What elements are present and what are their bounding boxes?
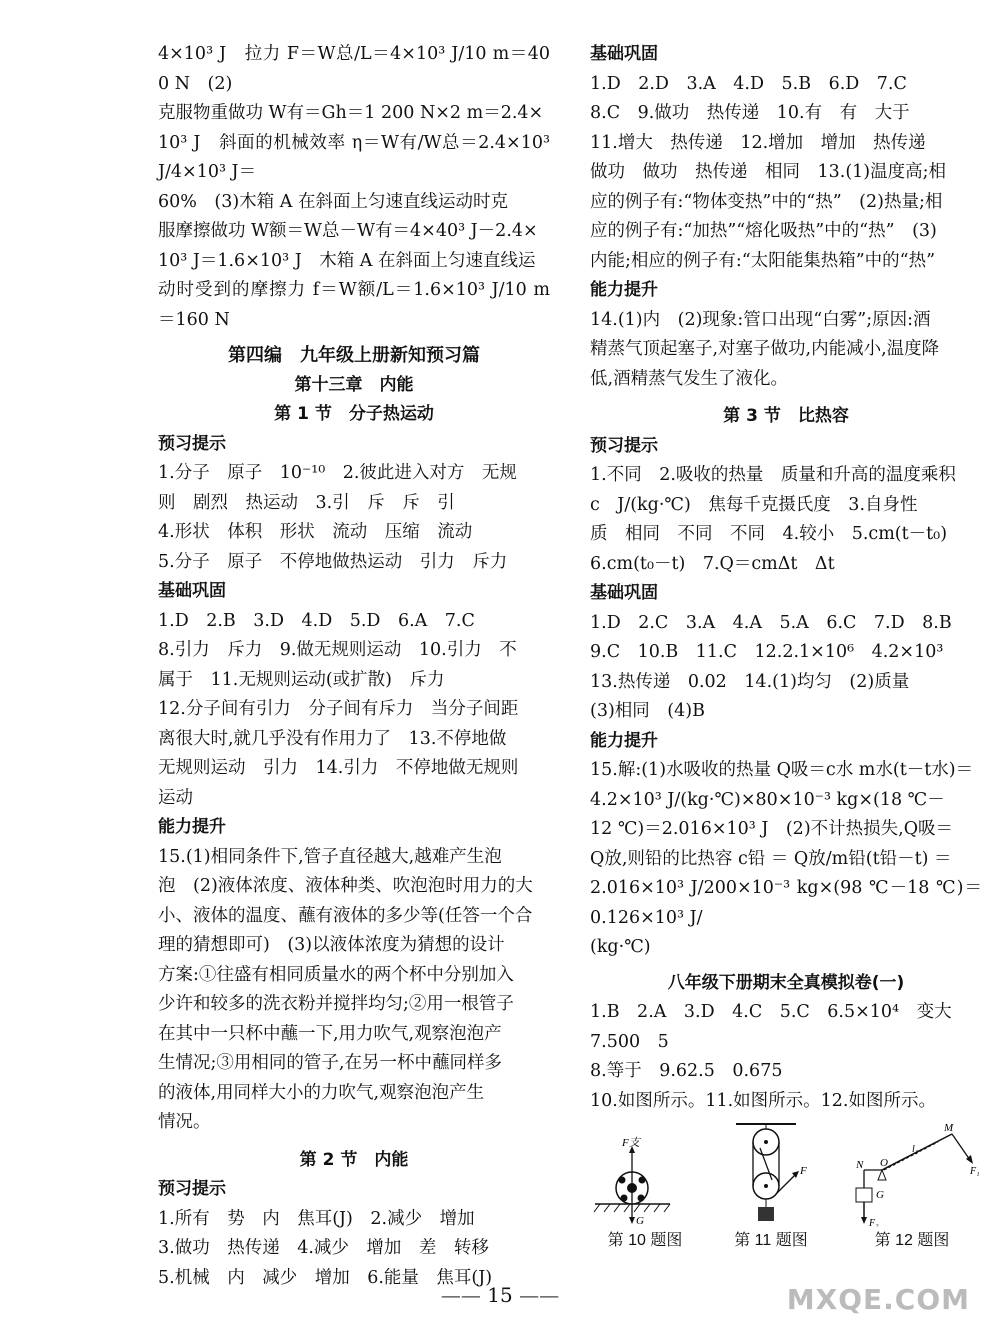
answer-line: 11.增大 热传递 12.增加 增加 热传递 [590,132,926,153]
part-title: 第四编 九年级上册新知预习篇 [228,345,480,366]
answer-line: 小、液体的温度、蘸有液体的多少等(任答一个合 [158,905,533,926]
answer-line: 做功 做功 热传递 相同 13.(1)温度高;相 [590,162,947,182]
answer-line: 少许和较多的洗衣粉并搅拌均匀;②用一根管子 [158,994,514,1014]
fig12-label-2: F₁ [970,1166,980,1177]
answer-line: 13.热传递 0.02 14.(1)均匀 (2)质量 [590,671,910,692]
answer-line: (kg·℃) [590,937,651,957]
section-1-ability-heading: 能力提升 [158,817,226,837]
answer-line: 1.B 2.A 3.D 4.C 5.C 6.5×10⁴ 变大 [590,1002,952,1022]
answer-line: 的液体,用同样大小的力吹气,观察泡泡产生 [158,1082,485,1103]
answer-line: 4.形状 体积 形状 流动 压缩 流动 [158,522,473,542]
chapter-title: 第十三章 内能 [294,374,414,395]
answer-line: 运动 [158,787,193,808]
answer-line: 1.不同 2.吸收的热量 质量和升高的温度乘积 [590,465,956,485]
section-3-basic-heading: 基础巩固 [590,583,658,603]
answer-line: 动时受到的摩擦力 f＝W额/L＝1.6×10³ J/10 m＝160 N [158,280,550,330]
section-3-ability-heading: 能力提升 [590,730,658,751]
watermark: MXQE.COM [786,1283,970,1316]
answer-line: 14.(1)内 (2)现象:管口出现“白雾”;原因:酒 [590,309,931,330]
football-force-diagram [590,1122,700,1227]
section-3-preview-heading: 预习提示 [590,435,658,456]
section-2-title: 第 2 节 内能 [299,1149,409,1170]
answer-line: 8.等于 9.62.5 0.675 [590,1061,783,1081]
exam-title: 八年级下册期末全真模拟卷(一) [667,972,905,993]
answer-line: 10.如图所示。11.如图所示。12.如图所示。 [590,1090,936,1111]
answer-line: 质 相同 不同 不同 4.较小 5.cm(t－t₀) [590,524,948,544]
section-1-preview-heading: 预习提示 [158,433,226,454]
answer-line: 8.引力 斥力 9.做无规则运动 10.引力 不 [158,640,517,660]
answer-line: c J/(kg·℃) 焦每千克摄氏度 3.自身性 [590,494,918,515]
answer-line: 1.D 2.C 3.A 4.A 5.A 6.C 7.D 8.B [590,612,952,633]
fig12-label-6: F₂ [869,1218,879,1227]
figures-row [590,1122,982,1252]
answer-line: 12 ℃)＝2.016×10³ J (2)不计热损失,Q吸＝ [590,819,954,839]
page-number-value: 15 [487,1283,513,1307]
section-3-title: 第 3 节 比热容 [723,406,849,426]
answer-line: 1.所有 势 内 焦耳(J) 2.减少 增加 [158,1208,475,1229]
answer-line: 理的猜想即可) (3)以液体浓度为猜想的设计 [158,935,505,955]
fig12-label-5: G [876,1189,884,1201]
answer-line: 10³ J 斜面的机械效率 η＝W有/W总＝2.4×10³ J/4×10³ J＝ [158,132,550,182]
section-1-title: 第 1 节 分子热运动 [274,404,434,424]
answer-line: 1.D 2.B 3.D 4.D 5.D 6.A 7.C [158,610,475,631]
answer-line: 60% (3)木箱 A 在斜面上匀速直线运动时克 [158,191,508,212]
answer-line: 内能;相应的例子有:“太阳能集热箱”中的“热” [590,250,936,271]
fig11-label-0: F [800,1165,807,1177]
answer-line: 1.分子 原子 10⁻¹⁰ 2.彼此进入对方 无规 [158,463,517,483]
answer-line: 在其中一只杯中蘸一下,用力吹气,观察泡泡产 [158,1023,502,1044]
lever-diagram [842,1122,982,1227]
fig12-label-1: l₁ [912,1144,919,1155]
answer-line: 7.500 5 [590,1031,669,1052]
answer-line: 3.做功 热传递 4.减少 增加 差 转移 [158,1238,489,1258]
answer-line: 低,酒精蒸气发生了液化。 [590,368,789,389]
answer-line: 2.016×10³ J/200×10⁻³ kg×(98 ℃－18 ℃)＝0.126×10³ J/ [590,878,982,928]
section-2-basic-heading: 基础巩固 [590,44,658,64]
answer-line: (3)相同 (4)B [590,701,705,721]
figure-12-caption: 第 12 题图 [874,1232,950,1249]
fig10-label-0: F支 [622,1137,640,1149]
answer-line: 无规则运动 引力 14.引力 不停地做无规则 [158,758,519,778]
section-2-ability-heading: 能力提升 [590,280,658,300]
fig12-label-3: N [856,1159,864,1171]
answer-line: Q放,则铅的比热容 c铅 ＝ Q放/m铅(t铅－t) ＝ [590,848,952,869]
answer-line: 4×10³ J 拉力 F＝W总/L＝4×10³ J/10 m＝400 N (2) [158,44,550,94]
answer-line: 15.(1)相同条件下,管子直径越大,越难产生泡 [158,846,502,867]
figure-11 [716,1122,826,1252]
answer-line: 克服物重做功 W有＝Gh＝1 200 N×2 m＝2.4× [158,103,544,123]
section-2-preview-heading: 预习提示 [158,1179,226,1199]
answer-line: 5.分子 原子 不停地做热运动 引力 斥力 [158,551,508,572]
answer-line: 精蒸气顶起塞子,对塞子做功,内能减小,温度降 [590,339,940,359]
answer-line: 15.解:(1)水吸收的热量 Q吸＝c水 m水(t－t水)＝ [590,760,974,780]
answer-line: 属于 11.无规则运动(或扩散) 斥力 [158,669,445,690]
figure-12 [842,1122,982,1252]
answer-line: 5.机械 内 减少 增加 6.能量 焦耳(J) [158,1267,493,1288]
fig12-label-0: M [944,1122,954,1134]
figure-11-caption: 第 11 题图 [734,1232,808,1249]
figure-10-caption: 第 10 题图 [607,1232,683,1249]
left-column [158,40,550,1293]
fig12-label-4: O [880,1157,888,1169]
answer-line: 6.cm(t₀－t) 7.Q＝cmΔt Δt [590,553,835,574]
right-column [590,40,982,1252]
answer-line: 10³ J＝1.6×10³ J 木箱 A 在斜面上匀速直线运 [158,250,536,271]
figure-10 [590,1122,700,1252]
answer-line: 1.D 2.D 3.A 4.D 5.B 6.D 7.C [590,73,907,94]
answer-line: 泡 (2)液体浓度、液体种类、吹泡泡时用力的大 [158,876,533,896]
pulley-diagram [716,1122,826,1227]
answer-line: 4.2×10³ J/(kg·℃)×80×10⁻³ kg×(18 ℃－ [590,789,945,810]
answer-line: 服摩擦做功 W额＝W总－W有＝4×40³ J－2.4× [158,221,538,241]
fig10-label-1: G [636,1215,644,1227]
answer-line: 12.分子间有引力 分子间有斥力 当分子间距 [158,699,519,719]
answer-line: 生情况;③用相同的管子,在另一杯中蘸同样多 [158,1053,502,1073]
page-number: —— 15 —— [440,1283,560,1307]
answer-line: 应的例子有:“物体变热”中的“热” (2)热量;相 [590,191,943,212]
answer-line: 方案:①往盛有相同质量水的两个杯中分别加入 [158,964,514,985]
answer-line: 则 剧烈 热运动 3.引 斥 斥 引 [158,492,455,513]
answer-line: 离很大时,就几乎没有作用力了 13.不停地做 [158,728,507,749]
answer-line: 情况。 [158,1112,211,1132]
answer-line: 应的例子有:“加热”“熔化吸热”中的“热” (3) [590,221,937,241]
answer-line: 9.C 10.B 11.C 12.2.1×10⁶ 4.2×10³ [590,642,944,662]
section-1-basic-heading: 基础巩固 [158,581,226,601]
answer-line: 8.C 9.做功 热传递 10.有 有 大于 [590,103,910,123]
